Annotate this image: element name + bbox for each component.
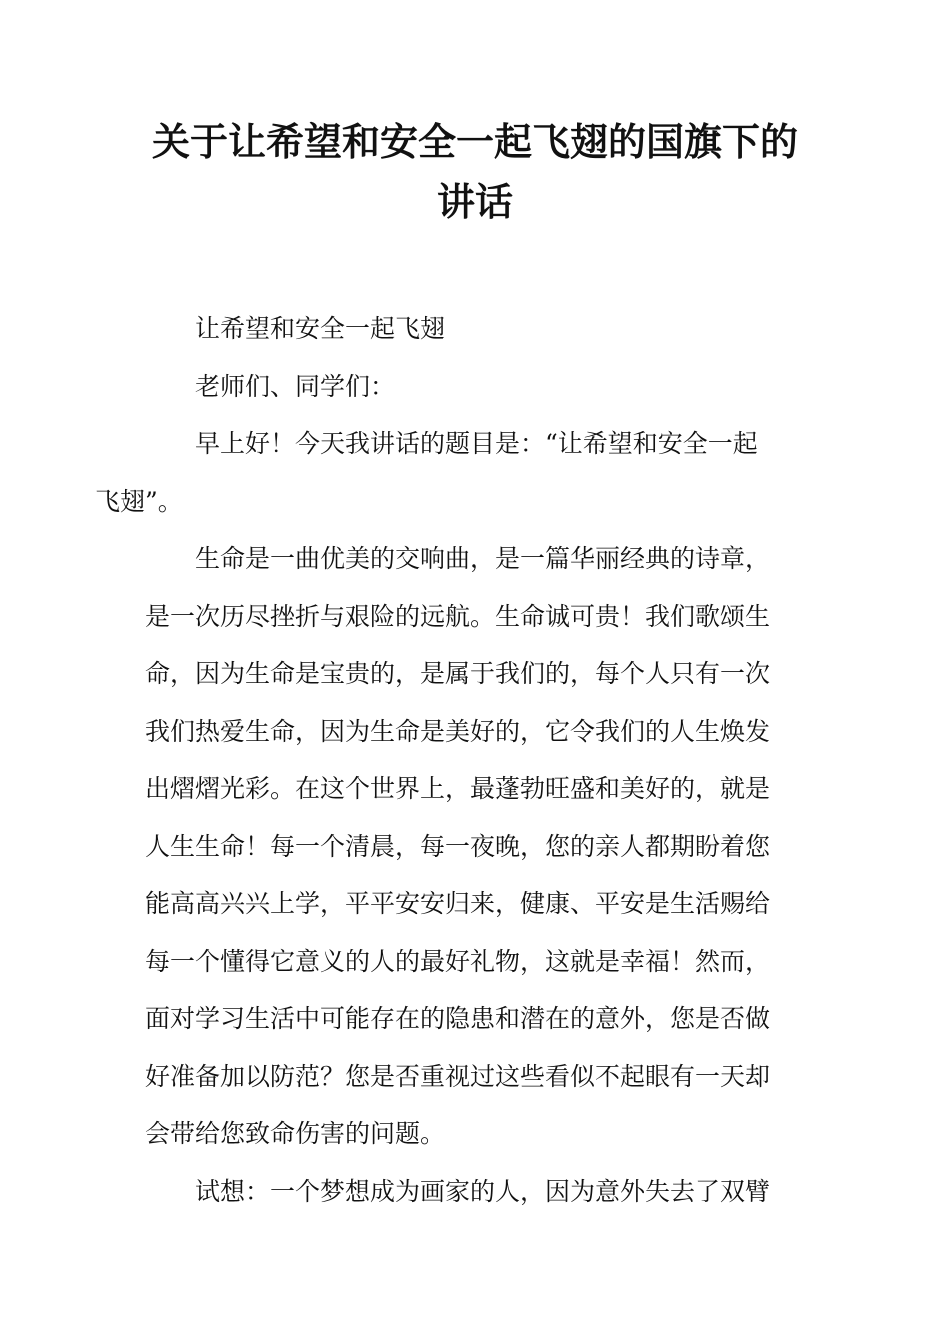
paragraph-line: 是一次历尽挫折与艰险的远航。生命诚可贵！我们歌颂生 <box>145 601 771 631</box>
paragraph-line: 试想：一个梦想成为画家的人，因为意外失去了双臂 <box>195 1176 771 1206</box>
title-line: 关于让希望和安全一起飞翅的国旗下的 <box>151 120 798 164</box>
paragraph-line: 出熠熠光彩。在这个世界上，最蓬勃旺盛和美好的，就是 <box>145 774 771 803</box>
paragraph-line: 早上好！今天我讲话的题目是：“让希望和安全一起 <box>195 429 758 458</box>
paragraph-line: 每一个懂得它意义的人的最好礼物，这就是幸福！然而， <box>145 946 771 976</box>
paragraph-2 <box>145 530 809 1163</box>
document-body <box>95 300 809 1220</box>
paragraph-line: 能高高兴兴上学，平平安安归来，健康、平安是生活赐给 <box>145 889 771 918</box>
paragraph-1 <box>95 415 809 530</box>
paragraph-line: 飞翅”。 <box>95 486 183 516</box>
paragraph-line: 我们热爱生命，因为生命是美好的，它令我们的人生焕发 <box>145 716 771 746</box>
subtitle-text: 让希望和安全一起飞翅 <box>195 314 446 343</box>
document-title <box>130 112 820 232</box>
paragraph-line: 人生生命！每一个清晨，每一夜晚，您的亲人都期盼着您 <box>145 831 771 861</box>
speech-greeting <box>145 358 809 416</box>
speech-subtitle <box>145 300 809 358</box>
paragraph-line: 好准备加以防范？您是否重视过这些看似不起眼有一天却 <box>145 1061 771 1091</box>
paragraph-line: 面对学习生活中可能存在的隐患和潜在的意外，您是否做 <box>145 1004 771 1033</box>
paragraph-line: 命，因为生命是宝贵的，是属于我们的，每个人只有一次 <box>145 659 771 688</box>
greeting-text: 老师们、同学们： <box>195 371 396 401</box>
paragraph-3 <box>145 1163 809 1221</box>
paragraph-line: 生命是一曲优美的交响曲，是一篇华丽经典的诗章， <box>195 544 771 573</box>
title-line: 讲话 <box>436 180 513 224</box>
paragraph-line: 会带给您致命伤害的问题。 <box>145 1119 446 1148</box>
